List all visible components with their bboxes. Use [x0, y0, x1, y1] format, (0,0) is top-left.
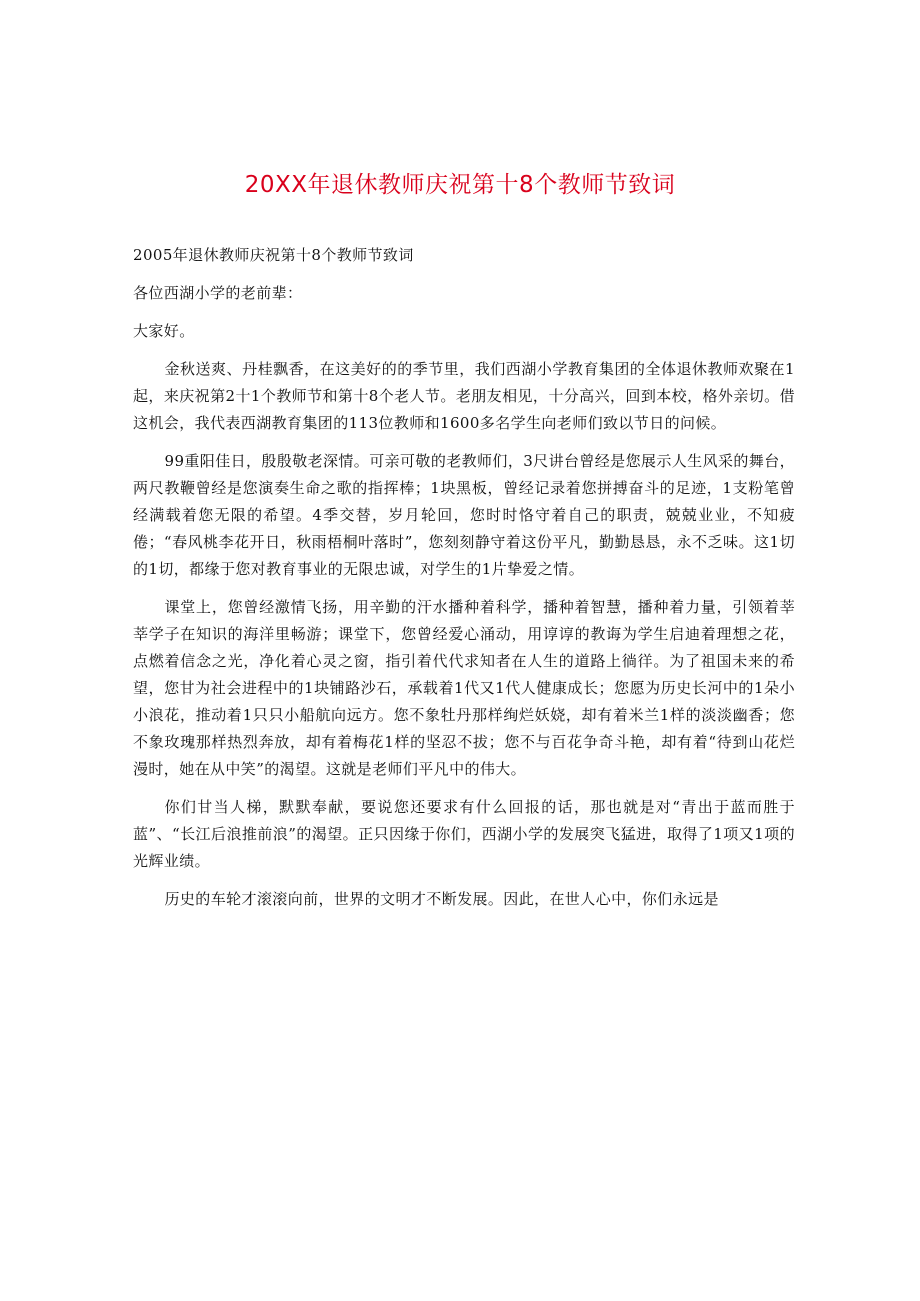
greeting-line: 大家好。 — [133, 322, 195, 340]
paragraph-1: 金秋送爽、丹桂飘香，在这美好的的季节里，我们西湖小学教育集团的全体退休教师欢聚在1起，来庆祝第2十1个教师节和第十8个老人节。老朋友相见，十分高兴，回到本校，格外亲切。借这机会，我代表西湖教育集团的113位教师和1600多名学生向老师们致以节日的问候。 — [133, 360, 795, 432]
subtitle-line: 2005年退休教师庆祝第十8个教师节致词 — [133, 246, 414, 264]
paragraph-5: 历史的车轮才滚滚向前，世界的文明才不断发展。因此，在世人心中，你们永远是 — [164, 890, 719, 908]
paragraph-3: 课堂上，您曾经激情飞扬，用辛勤的汗水播种着科学，播种着智慧，播种着力量，引领着莘莘学子在知识的海洋里畅游；课堂下，您曾经爱心涌动，用谆谆的教诲为学生启迪着理想之花，点燃着信念之光，净化着心灵之窗，指引着代代求知者在人生的道路上徜徉。为了祖国未来的希望，您甘为社会进程中的1块铺路沙石，承载着1代又1代人健康成长；您愿为历史长河中的1朵小小浪花，推动着1只只小船航向远方。您不象牡丹那样绚烂妖娆，却有着米兰1样的淡淡幽香；您不象玫瑰那样热烈奔放，却有着梅花1样的坚忍不拔；您不与百花争奇斗艳，却有着“待到山花烂漫时，她在从中笑”的渴望。这就是老师们平凡中的伟大。 — [133, 598, 795, 778]
paragraph-4: 你们甘当人梯，默默奉献，要说您还要求有什么回报的话，那也就是对“青出于蓝而胜于蓝”、“长江后浪推前浪”的渴望。正只因缘于你们，西湖小学的发展突飞猛进，取得了1项又1项的光辉业绩。 — [133, 798, 795, 870]
document-body — [133, 242, 795, 924]
paragraph-2: 99重阳佳日，殷殷敬老深情。可亲可敬的老教师们，3尺讲台曾经是您展示人生风采的舞台，两尺教鞭曾经是您演奏生命之歌的指挥棒；1块黑板，曾经记录着您拼搏奋斗的足迹，1支粉笔曾经满载着您无限的希望。4季交替，岁月轮回，您时时恪守着自己的职责，兢兢业业，不知疲倦；“春风桃李花开日，秋雨梧桐叶落时”，您刻刻静守着这份平凡，勤勤恳恳，永不乏味。这1切的1切，都缘于您对教育事业的无限忠诚，对学生的1片挚爱之情。 — [133, 452, 795, 578]
salutation-line: 各位西湖小学的老前辈： — [133, 284, 303, 302]
document-title: 20XX年退休教师庆祝第十8个教师节致词 — [244, 172, 676, 198]
